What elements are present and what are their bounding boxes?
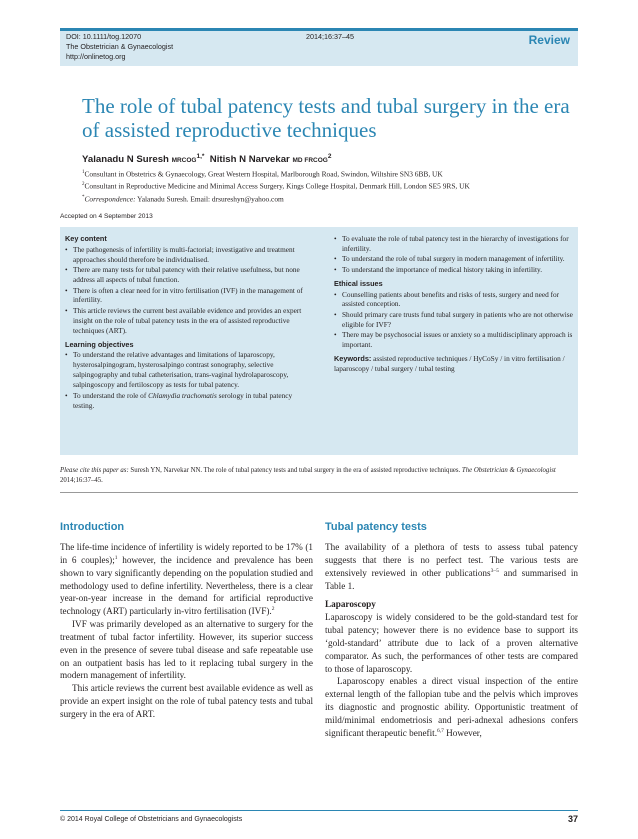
list-item: • The pathogenesis of infertility is multi-factorial; investigative and treatment approaches should therefore be individualised. — [65, 245, 305, 265]
volume-citation: 2014;16:37–45 — [306, 32, 354, 41]
ethical-issues-list — [334, 290, 574, 350]
list-item: • There is often a clear need for in vitro fertilisation (IVF) in the management of infertility. — [65, 286, 305, 306]
affiliations — [82, 167, 470, 204]
abstract-left-column — [65, 234, 305, 414]
key-content-heading: Key content — [65, 234, 107, 243]
article-title: The role of tubal patency tests and tubal surgery in the era of assisted reproductive techniques — [82, 94, 570, 142]
list-item: • To evaluate the role of tubal patency test in the hierarchy of investigations for infertility. — [334, 234, 574, 254]
author-affiliation-marker: 2 — [327, 153, 332, 160]
author-degree: MRCOG — [171, 157, 197, 165]
list-item: • There may be psychosocial issues or anxiety so a multidisciplinary approach is important. — [334, 330, 574, 350]
author-name: Yalanadu N Suresh — [82, 154, 169, 166]
tubal-patency-heading: Tubal patency tests — [325, 521, 427, 533]
list-item: • Counselling patients about benefits and risks of tests, surgery and need for assisted conception. — [334, 290, 574, 310]
list-item: • To understand the importance of medical history taking in infertility. — [334, 265, 574, 275]
accepted-date: Accepted on 4 September 2013 — [60, 213, 153, 220]
ethical-issues-heading: Ethical issues — [334, 278, 383, 288]
journal-url[interactable]: http://onlinetog.org — [66, 52, 126, 61]
list-item: • To understand the role of tubal surgery in modern management of infertility. — [334, 254, 574, 264]
journal-meta — [66, 32, 173, 62]
author-list — [82, 153, 331, 165]
learning-objectives-list-continued — [334, 234, 574, 275]
introduction-body — [60, 541, 313, 721]
paragraph: IVF was primarily developed as an alternative to surgery for the treatment of tubal factor infertility. However, its superior success even in the presence of severe tubal disease and safe repeatable use on an outpatient basis has led to it replacing tubal surgery in the modern management of infertility. — [60, 619, 313, 681]
laparoscopy-subheading: Laparoscopy — [325, 599, 376, 610]
author-degree: MD FRCOG — [292, 157, 328, 165]
citation-note: Please cite this paper as: Suresh YN, Narvekar NN. The role of tubal patency tests and tubal surgery in the era of assisted reproductive techniques. The Obstetrician & Gynaecologist 2014;16:37–45. — [60, 467, 556, 484]
author-name: Nitish N Narvekar — [209, 154, 290, 166]
section-divider — [60, 492, 578, 493]
author-affiliation-marker: 1,* — [196, 153, 205, 160]
affiliation: $^2$Consultant in Reproductive Medicine and Minimal Access Surgery, Kings College Hospital, Denmark Hill, London SE5 9RS, UK — [82, 181, 470, 191]
paragraph: The availability of a plethora of tests to assess tubal patency suggests that there is no perfect test. The various tests are extensively reviewed in other publications$^{3-5}$ and summarised in Table 1. — [325, 542, 578, 591]
article-type-label: Review — [528, 33, 570, 47]
list-item: • To understand the role of Chlamydia trachomatis serology in tubal patency testing. — [65, 391, 305, 411]
list-item: • To understand the relative advantages and limitations of laparoscopy, hysterosalpingogram, hysterosalpingo contrast sonography, selective salpingography and tubal catheterisation, trans-vaginal hydrolaparoscopy, salpingoscopy and fertiloscopy as tests for tubal patency. — [65, 350, 305, 390]
abstract-right-column — [334, 234, 574, 374]
key-content-list — [65, 245, 305, 336]
journal-name: The Obstetrician & Gynaecologist — [66, 42, 174, 51]
keywords: Keywords: assisted reproductive techniques / HyCoSy / in vitro fertilisation / laparoscopy / tubal surgery / tubal testing — [334, 353, 565, 373]
copyright-notice: © 2014 Royal College of Obstetricians and Gynaecologists — [60, 816, 243, 823]
doi-link[interactable]: DOI: 10.1111/tog.12070 — [66, 32, 142, 41]
footer-rule — [60, 810, 578, 811]
paragraph: The life-time incidence of infertility is widely reported to be 17% (1 in 6 couples);$^1$ however, the incidence and prevalence has been shown to vary significantly depending on the population studied and methodology used to define infertility. Nevertheless, there is a clear year-on-year increase in the demand for artificial reproductive technology (ART) particularly in-vitro fertilisation (IVF).$^2$ — [60, 542, 313, 617]
correspondence: *Correspondence: Yalanadu Suresh. Email: drsureshyn@yahoo.com — [82, 194, 284, 204]
paragraph: Laparoscopy enables a direct visual inspection of the entire external length of the fallopian tube and the pelvis which improves its diagnostic and prognostic ability. Opportunistic treatment of mild/minimal endometriosis and peri-adnexal adhesions confers significant therapeutic benefit.$^{6,7}$ However, — [325, 676, 578, 738]
list-item: • Should primary care trusts fund tubal surgery in patients who are not otherwise eligible for IVF? — [334, 310, 574, 330]
affiliation: $^1$Consultant in Obstetrics & Gynaecology, Great Western Hospital, Marlborough Road, Swindon, Wiltshire SN3 6BB, UK — [82, 169, 443, 179]
list-item: • This article reviews the current best available evidence and provides an expert insight on the role of tubal patency tests in the era of assisted reproductive techniques (ART). — [65, 306, 305, 336]
tubal-patency-body — [325, 541, 578, 740]
learning-objectives-list — [65, 350, 305, 410]
paragraph: This article reviews the current best available evidence as well as provide an expert insight on the role of tubal patency tests and tubal surgery in the era of ART. — [60, 683, 313, 719]
list-item: • There are many tests for tubal patency with their relative usefulness, but none address all aspects of tubal function. — [65, 265, 305, 285]
paragraph: Laparoscopy is widely considered to be the gold-standard test for tubal patency; however there is no evidence base to support its ‘gold-standard’ attribute due to lack of a proven alternative comparator. As such, the performances of other tests are compared to those of laparoscopy. — [325, 612, 578, 674]
learning-objectives-heading: Learning objectives — [65, 339, 134, 349]
introduction-heading: Introduction — [60, 521, 125, 533]
page-number: 37 — [567, 814, 578, 824]
